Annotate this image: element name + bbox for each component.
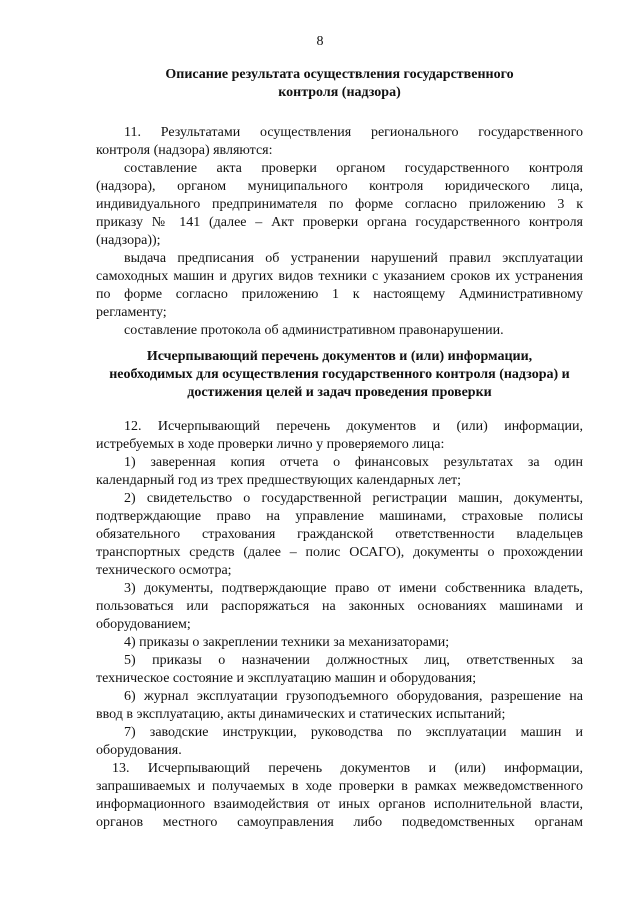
paragraph-line: истребуемых в ходе проверки лично у проверяемого лица:	[96, 437, 445, 452]
paragraph-line: контроля (надзора) являются:	[96, 143, 273, 158]
paragraph-line: составление акта проверки органом государственного контроля	[124, 161, 583, 176]
paragraph-line: составление протокола об административном правонарушении.	[124, 323, 504, 338]
paragraph-line: запрашиваемых и получаемых в ходе проверки в рамках межведомственного	[96, 779, 583, 794]
heading-line: контроля (надзора)	[278, 85, 401, 100]
paragraph-line: выдача предписания об устранении нарушений правил эксплуатации	[124, 251, 583, 266]
paragraph-line: регламенту;	[96, 305, 167, 320]
paragraph-line: 5) приказы о назначении должностных лиц, ответственных за	[124, 653, 583, 668]
paragraph-line: 12. Исчерпывающий перечень документов и (или) информации,	[124, 419, 583, 434]
paragraph-line: 11. Результатами осуществления регионального государственного	[124, 125, 583, 140]
paragraph-line: оборудованием;	[96, 617, 191, 632]
paragraph-line: ввод в эксплуатацию, акты динамических и статических испытаний;	[96, 707, 506, 722]
page-number: 8	[316, 34, 324, 49]
paragraph-line: (надзора));	[96, 233, 161, 248]
paragraph-line: календарный год из трех предшествующих календарных лет;	[96, 473, 462, 488]
paragraph-line: пользоваться или распоряжаться на законных основаниях машинами и	[96, 599, 583, 614]
paragraph-line: (надзора), органом муниципального контроля юридического лица,	[96, 179, 583, 194]
paragraph-line: обязательного страхования гражданской ответственности владельцев	[96, 527, 583, 542]
heading-line: необходимых для осуществления государственного контроля (надзора) и	[109, 367, 570, 382]
paragraph-line: 4) приказы о закреплении техники за механизаторами;	[124, 635, 450, 650]
paragraph-line: 2) свидетельство о государственной регистрации машин, документы,	[124, 491, 583, 506]
heading-line: достижения целей и задач проведения проверки	[187, 385, 492, 400]
paragraph-line: по форме согласно приложению 1 к настоящему Административному	[96, 287, 583, 302]
section-heading-documents	[96, 348, 583, 402]
paragraph-line: подтверждающие право на управление машинами, страховые полисы	[96, 509, 583, 524]
paragraph-line: 1) заверенная копия отчета о финансовых результатах за один	[124, 455, 583, 470]
paragraph-line: 3) документы, подтверждающие право от имени собственника владеть,	[124, 581, 583, 596]
section-heading-result	[96, 66, 583, 102]
paragraph-line: 13. Исчерпывающий перечень документов и (или) информации,	[112, 761, 583, 776]
paragraph-line: 7) заводские инструкции, руководства по эксплуатации машин и	[124, 725, 583, 740]
heading-line: Исчерпывающий перечень документов и (или) информации,	[146, 349, 533, 364]
paragraph-line: приказу № 141 (далее – Акт проверки органа государственного контроля	[96, 215, 583, 230]
paragraph-line: технического осмотра;	[96, 563, 232, 578]
paragraph-line: самоходных машин и других видов техники с указанием сроков их устранения	[96, 269, 583, 284]
paragraph-line: информационного взаимодействия от иных органов исполнительной власти,	[96, 797, 583, 812]
paragraph-line: техническое состояние и эксплуатацию машин и оборудования;	[96, 671, 477, 686]
paragraph-line: 6) журнал эксплуатации грузоподъемного оборудования, разрешение на	[124, 689, 583, 704]
paragraph-line: индивидуального предпринимателя по форме согласно приложению 3 к	[96, 197, 583, 212]
paragraph-line: органов местного самоуправления либо подведомственных органам	[96, 815, 583, 830]
paragraph-line: транспортных средств (далее – полис ОСАГО), документы о прохождении	[96, 545, 583, 560]
heading-line: Описание результата осуществления государственного	[165, 67, 514, 82]
paragraph-line: оборудования.	[96, 743, 182, 758]
